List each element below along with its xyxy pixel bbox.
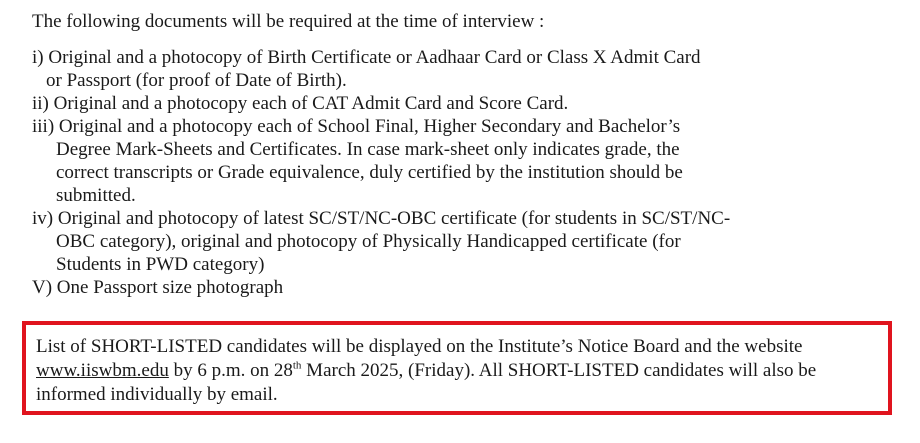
intro-heading: The following documents will be required at the time of interview : [32,11,545,32]
list-item-line: submitted. [56,185,136,206]
date-superscript: th [292,359,302,372]
list-item [32,207,892,276]
list-item [32,276,892,299]
list-item-line: Degree Mark-Sheets and Certificates. In case mark-sheet only indicates grade, the [56,139,680,160]
list-item-line: V) One Passport size photograph [32,277,284,298]
list-item [32,46,892,92]
shortlist-notice-box [22,321,892,415]
notice-line: List of SHORT-LISTED candidates will be displayed on the Institute’s Notice Board and the website [36,336,803,357]
list-item [32,92,892,115]
list-item-line: i) Original and a photocopy of Birth Certificate or Aadhaar Card or Class X Admit Card [32,47,701,68]
notice-text-segment: March 2025, (Friday). All SHORT-LISTED candidates will also be [301,360,817,381]
notice-line [36,359,882,383]
notice-line: informed individually by email. [36,384,278,405]
list-item [32,115,892,207]
notice-text-segment: by 6 p.m. on 28 [168,360,293,381]
list-item-line: iv) Original and photocopy of latest SC/ST/NC-OBC certificate (for students in SC/ST/NC- [32,208,731,229]
shortlist-notice-text [36,335,882,407]
list-item-line: or Passport (for proof of Date of Birth). [46,70,347,91]
list-item-line: Students in PWD category) [56,254,265,275]
list-item-line: correct transcripts or Grade equivalence, duly certified by the institution should be [56,162,683,183]
list-item-line: ii) Original and a photocopy each of CAT Admit Card and Score Card. [32,93,569,114]
list-item-line: OBC category), original and photocopy of Physically Handicapped certificate (for [56,231,681,252]
website-link[interactable]: www.iiswbm.edu [36,360,169,381]
required-documents-list [32,46,892,299]
list-item-line: iii) Original and a photocopy each of School Final, Higher Secondary and Bachelor’s [32,116,681,137]
